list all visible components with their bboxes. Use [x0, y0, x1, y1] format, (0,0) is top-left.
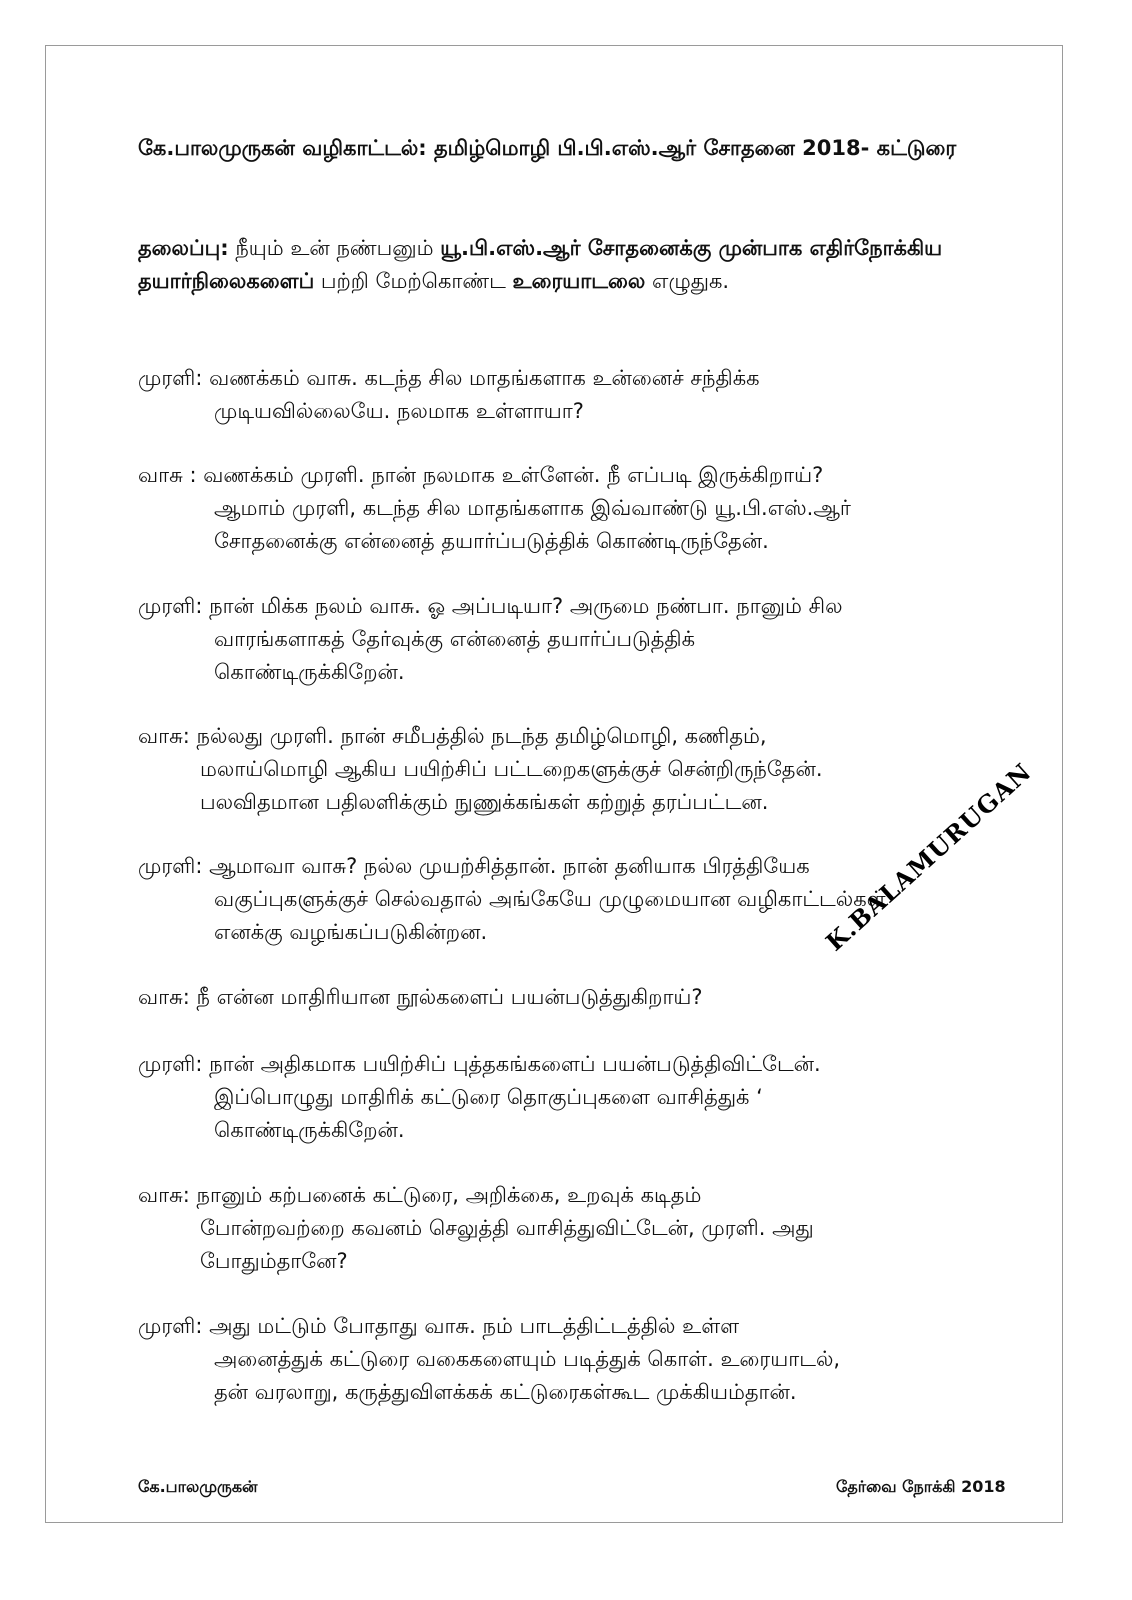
dialogue-line: ஆமாம் முரளி, கடந்த சில மாதங்களாக இவ்வாண்டு யூ.பி.எஸ்.ஆர்	[214, 496, 851, 520]
topic-text-1: நீயும் உன் நண்பனும்	[228, 236, 441, 260]
dialogue-line: நீ என்ன மாதிரியான நூல்களைப் பயன்படுத்துகிறாய்?	[196, 985, 703, 1009]
dialogue-turn	[138, 1310, 998, 1409]
dialogue-turn	[138, 459, 998, 558]
topic-bold-1: யூ.பி.எஸ்.ஆர் சோதனைக்கு முன்பாக எதிர்நோக்கிய தயார்நிலைகளைப்	[138, 236, 943, 293]
dialogue-line: மலாய்மொழி ஆகிய பயிற்சிப் பட்டறைகளுக்குச் சென்றிருந்தேன்.	[200, 757, 823, 781]
dialogue-line: நல்லது முரளி. நான் சமீபத்தில் நடந்த தமிழ்மொழி, கணிதம்,	[196, 724, 767, 748]
essay-topic	[138, 232, 968, 298]
speaker-name: முரளி:	[138, 1314, 203, 1338]
dialogue-line: போதும்தானே?	[200, 1249, 348, 1273]
dialogue-line: பலவிதமான பதிலளிக்கும் நுணுக்கங்கள் கற்றுத் தரப்பட்டன.	[200, 790, 769, 814]
dialogue-turn	[138, 590, 998, 689]
dialogue-line: அது மட்டும் போதாது வாசு. நம் பாடத்திட்டத்தில் உள்ள	[209, 1314, 740, 1338]
dialogue-turn	[138, 362, 998, 428]
dialogue-line: நான் அதிகமாக பயிற்சிப் புத்தகங்களைப் பயன்படுத்திவிட்டேன்.	[209, 1052, 821, 1076]
speaker-name: வாசு:	[138, 1183, 190, 1207]
speaker-name: முரளி:	[138, 594, 203, 618]
topic-text-3: எழுதுக.	[645, 269, 730, 293]
topic-bold-2: உரையாடலை	[512, 269, 646, 293]
dialogue-line: நான் மிக்க நலம் வாசு. ஓ அப்படியா? அருமை நண்பா. நானும் சில	[209, 594, 843, 618]
dialogue-line: இப்பொழுது மாதிரிக் கட்டுரை தொகுப்புகளை வாசித்துக் ‘	[214, 1085, 763, 1109]
document-title: கே.பாலமுருகன் வழிகாட்டல்: தமிழ்மொழி பி.பி.எஸ்.ஆர் சோதனை 2018- கட்டுரை	[138, 136, 957, 160]
dialogue-line: அனைத்துக் கட்டுரை வகைகளையும் படித்துக் கொள். உரையாடல்,	[214, 1347, 841, 1371]
dialogue-turn	[138, 981, 998, 1014]
speaker-name: வாசு:	[138, 985, 190, 1009]
dialogue-line: போன்றவற்றை கவனம் செலுத்தி வாசித்துவிட்டேன், முரளி. அது	[200, 1216, 814, 1240]
dialogue-line: நானும் கற்பனைக் கட்டுரை, அறிக்கை, உறவுக் கடிதம்	[196, 1183, 702, 1207]
dialogue-line: தன் வரலாறு, கருத்துவிளக்கக் கட்டுரைகள்கூட முக்கியம்தான்.	[214, 1380, 797, 1404]
dialogue-turn	[138, 720, 998, 819]
topic-text-2: பற்றி மேற்கொண்ட	[314, 269, 513, 293]
speaker-name: முரளி:	[138, 366, 203, 390]
dialogue-line: கொண்டிருக்கிறேன்.	[214, 660, 405, 684]
dialogue-line: வகுப்புகளுக்குச் செல்வதால் அங்கேயே முழுமையான வழிகாட்டல்கள்	[214, 887, 886, 911]
speaker-name: முரளி:	[138, 1052, 203, 1076]
footer-series: தேர்வை நோக்கி 2018	[836, 1477, 1006, 1496]
speaker-name: வாசு:	[138, 724, 190, 748]
dialogue-turn	[138, 1048, 998, 1147]
dialogue-line: சோதனைக்கு என்னைத் தயார்ப்படுத்திக் கொண்டிருந்தேன்.	[214, 529, 769, 553]
speaker-name: வாசு :	[138, 463, 197, 487]
dialogue-line: வணக்கம் வாசு. கடந்த சில மாதங்களாக உன்னைச் சந்திக்க	[209, 366, 760, 390]
topic-label: தலைப்பு:	[138, 236, 229, 260]
dialogue-line: முடியவில்லையே. நலமாக உள்ளாயா?	[214, 399, 584, 423]
dialogue-line: எனக்கு வழங்கப்படுகின்றன.	[214, 920, 488, 944]
footer-author: கே.பாலமுருகன்	[138, 1477, 258, 1496]
speaker-name: முரளி:	[138, 854, 203, 878]
dialogue-line: வணக்கம் முரளி. நான் நலமாக உள்ளேன். நீ எப்படி இருக்கிறாய்?	[203, 463, 824, 487]
dialogue-line: கொண்டிருக்கிறேன்.	[214, 1118, 405, 1142]
dialogue-line: வாரங்களாகத் தேர்வுக்கு என்னைத் தயார்ப்படுத்திக்	[214, 627, 696, 651]
dialogue-turn	[138, 1179, 998, 1278]
author-watermark: K.BALAMURUGAN	[820, 756, 1038, 957]
dialogue-line: ஆமாவா வாசு? நல்ல முயற்சித்தான். நான் தனியாக பிரத்தியேக	[209, 854, 810, 878]
